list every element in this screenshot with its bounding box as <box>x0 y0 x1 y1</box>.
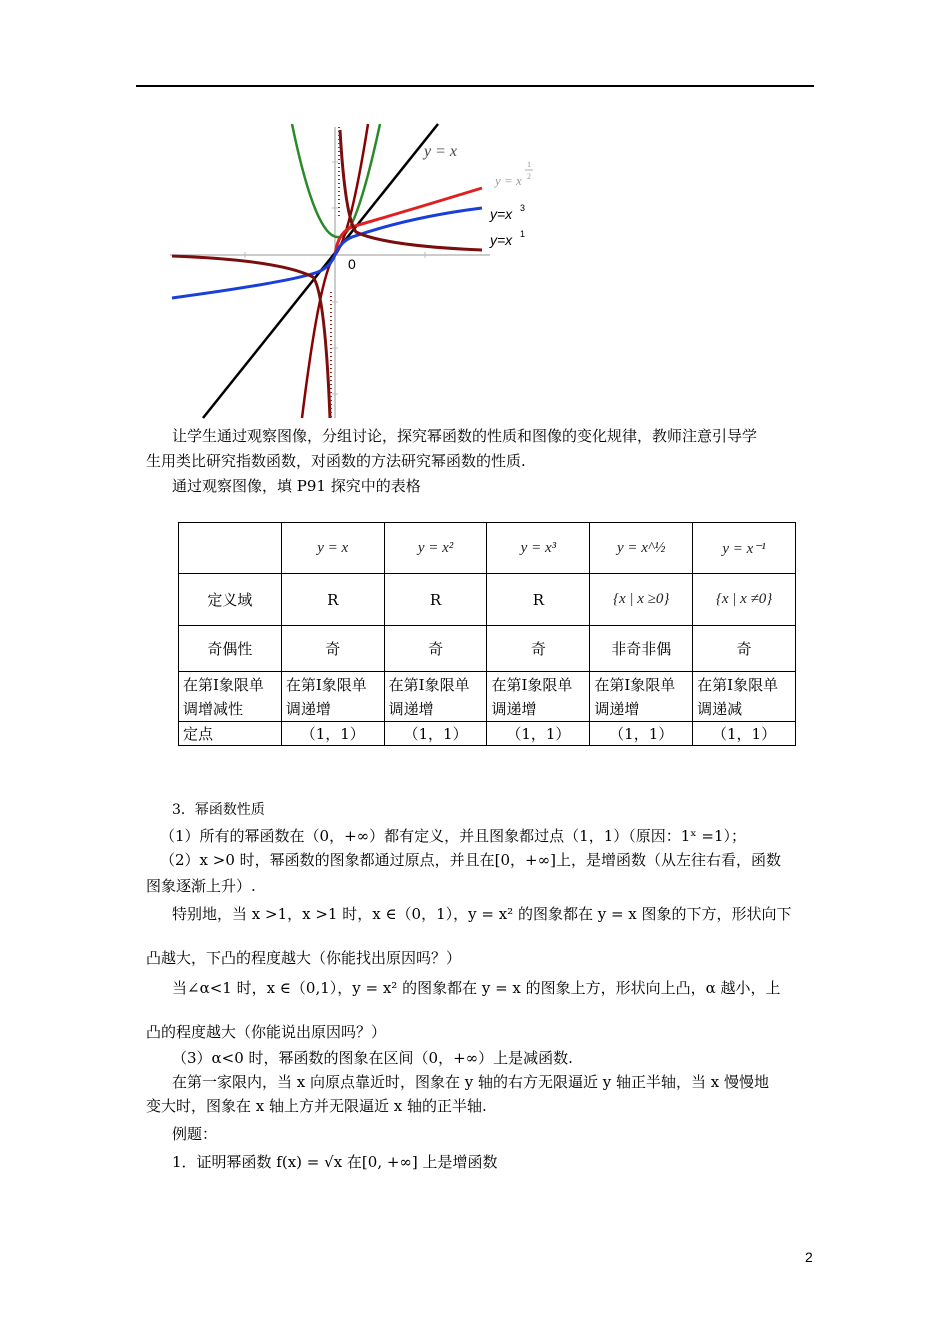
table-cell: （1，1） <box>487 722 590 746</box>
table-row <box>179 574 796 626</box>
table-row <box>179 722 796 746</box>
table-cell: （1，1） <box>693 722 796 746</box>
label-y-x3: y=x <box>490 206 513 222</box>
table-header-cell: y = x⁻¹ <box>693 523 796 574</box>
table-cell: 在第Ⅰ象限单调递增 <box>590 672 693 722</box>
table-header-cell: y = x² <box>384 523 487 574</box>
curve-y-x-squared <box>292 124 380 237</box>
table-cell: R <box>384 574 487 626</box>
power-function-graph <box>170 122 540 422</box>
properties-table <box>178 522 796 746</box>
table-cell: 在第Ⅰ象限单调增减性 <box>179 672 282 722</box>
table-cell: {x | x ≥0} <box>590 574 693 626</box>
table-cell: 奇偶性 <box>179 626 282 672</box>
label-origin: 0 <box>348 256 356 272</box>
section-3-title: 3．幂函数性质 <box>172 802 265 818</box>
table-row <box>179 672 796 722</box>
table-header-cell: y = x^½ <box>590 523 693 574</box>
intro-line-2: 生用类比研究指数函数，对函数的方法研究幂函数的性质. <box>146 452 526 470</box>
curve-y-cube-root-x <box>172 208 482 298</box>
table-header-cell: y = x³ <box>487 523 590 574</box>
table-cell: 奇 <box>281 626 384 672</box>
section-3-p6b: 变大时，图象在 x 轴上方并无限逼近 x 轴的正半轴. <box>146 1097 487 1115</box>
label-x3-sup: 3 <box>520 203 526 213</box>
section-3-p2a: （2）x >0 时，幂函数的图象都通过原点，并且在[0，+∞]上，是增函数（从左往右看，函数 <box>160 851 781 869</box>
table-cell: 定义域 <box>179 574 282 626</box>
intro-line-1: 让学生通过观察图像，分组讨论，探究幂函数的性质和图像的变化规律，教师注意引导学 <box>172 427 758 445</box>
curve-y-x-inverse-q1 <box>340 130 482 250</box>
table-cell: 在第Ⅰ象限单调递减 <box>693 672 796 722</box>
section-3-p4a: 当∠α<1 时，x ∈（0,1），y = x² 的图象都在 y = x 的图象上方，形状向上凸，α 越小，上 <box>172 979 781 997</box>
intro-line-3: 通过观察图像，填 P91 探究中的表格 <box>172 477 421 495</box>
section-3-p4b: 凸的程度越大（你能说出原因吗？） <box>146 1023 387 1041</box>
label-y-x: y = x <box>424 143 457 160</box>
section-3-p6a: 在第一家限内，当 x 向原点靠近时，图象在 y 轴的右方无限逼近 y 轴正半轴，当 x 慢慢地 <box>172 1073 770 1091</box>
table-cell: {x | x ≠0} <box>693 574 796 626</box>
table-cell: （1，1） <box>590 722 693 746</box>
table-header-cell <box>179 523 282 574</box>
section-3-p2b: 图象逐渐上升）. <box>146 877 256 895</box>
table-header-row <box>179 523 796 574</box>
example-1: 1．证明幂函数 f(x) = √x 在[0, +∞] 上是增函数 <box>172 1153 498 1171</box>
table-cell: 非奇非偶 <box>590 626 693 672</box>
table-cell: 定点 <box>179 722 282 746</box>
table-cell: 在第Ⅰ象限单调递增 <box>487 672 590 722</box>
examples-heading: 例题： <box>172 1125 218 1143</box>
table-cell: 奇 <box>693 626 796 672</box>
table-cell: （1，1） <box>281 722 384 746</box>
label-half-den: 2 <box>527 172 531 181</box>
table-row <box>179 626 796 672</box>
header-rule <box>136 85 814 87</box>
section-3-p3b: 凸越大，下凸的程度越大（你能找出原因吗？） <box>146 949 462 967</box>
table-cell: R <box>281 574 384 626</box>
page-number: 2 <box>805 1249 813 1265</box>
table-cell: 奇 <box>384 626 487 672</box>
section-3-p5: （3）α<0 时，幂函数的图象在区间（0，+∞）上是减函数. <box>172 1049 573 1067</box>
table-header-cell: y = x <box>281 523 384 574</box>
label-x1-sup: 1 <box>520 229 526 239</box>
label-y-x1: y=x <box>490 232 513 248</box>
table-cell: 在第Ⅰ象限单调递增 <box>384 672 487 722</box>
table-cell: 奇 <box>487 626 590 672</box>
table-cell: 在第Ⅰ象限单调递增 <box>281 672 384 722</box>
section-3-p1: （1）所有的幂函数在（0，+∞）都有定义，并且图象都过点（1，1）（原因：1ˣ =1）； <box>160 827 747 845</box>
label-y-sqrt-x: y = x <box>495 173 522 188</box>
table-cell: （1，1） <box>384 722 487 746</box>
table-cell: R <box>487 574 590 626</box>
section-3-p3a: 特别地，当 x >1，x >1 时，x ∈（0，1），y = x² 的图象都在 y = x 图象的下方，形状向下 <box>172 905 792 923</box>
label-half-num: 1 <box>527 160 531 169</box>
